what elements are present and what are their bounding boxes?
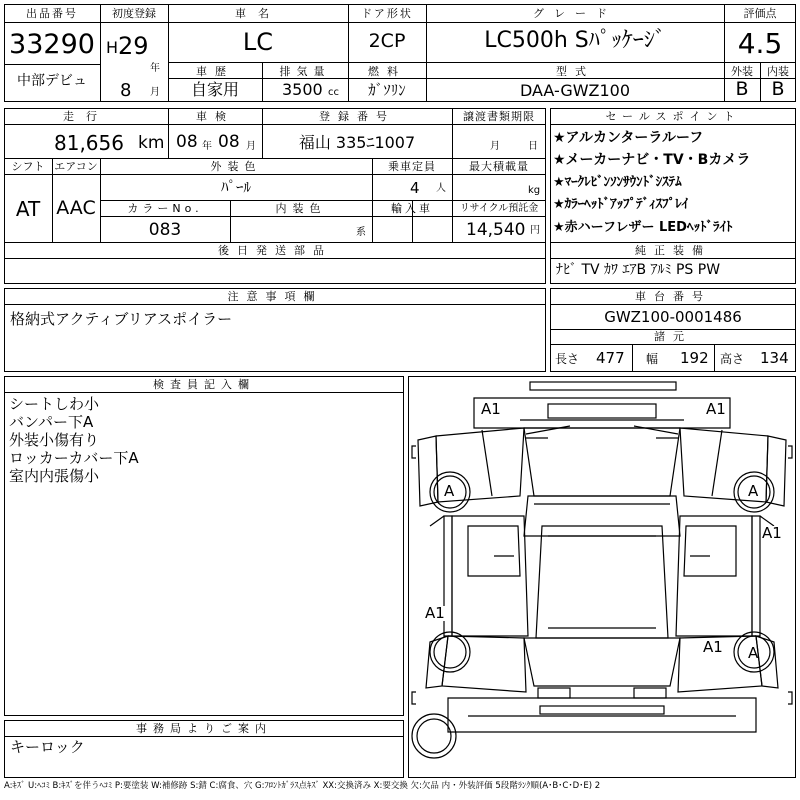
era: H bbox=[106, 38, 119, 57]
color-no: 083 bbox=[148, 220, 182, 240]
chassis-number: GWZ100-0001486 bbox=[604, 308, 742, 326]
first-reg-label: 初度登録 bbox=[112, 7, 156, 20]
damage-mark: A bbox=[748, 482, 759, 500]
doors-label: ドア形状 bbox=[361, 7, 413, 20]
transfer-day-unit: 日 bbox=[528, 141, 538, 152]
doors: 2CP bbox=[368, 30, 406, 52]
registration-label: 登録番号 bbox=[319, 110, 395, 123]
rule bbox=[550, 124, 796, 125]
office-label: 事務局よりご案内 bbox=[136, 722, 272, 735]
damage-mark: A1 bbox=[425, 604, 445, 622]
exterior-grade: B bbox=[735, 78, 749, 100]
registration: 福山 335ﾆ1007 bbox=[298, 133, 416, 152]
rule bbox=[632, 344, 633, 372]
rule bbox=[168, 62, 724, 63]
history: 自家用 bbox=[190, 80, 239, 99]
legend: A:ｷｽﾞ U:ﾍｺﾐ B:ｷｽﾞを伴うﾍｺﾐ P:要塗装 W:補修跡 S:錆 C:腐食、穴 G:ﾌﾛﾝﾄｶﾞﾗｽ点ｷｽﾞ XX:交換済み X:要交換 欠:欠品 内・外装評価 5段階ﾗﾝｸ順(A･B･C･D･E) 2 bbox=[4, 781, 601, 791]
sales-point-item: ★アルカンターラルーフ bbox=[553, 130, 704, 146]
shift-label: シフト bbox=[11, 160, 45, 173]
rule bbox=[4, 736, 404, 737]
year-unit: 年 bbox=[150, 63, 160, 74]
ac: AAC bbox=[56, 197, 96, 219]
recycle-label: リサイクル預託金 bbox=[459, 203, 539, 214]
rule bbox=[4, 392, 404, 393]
fuel: ｶﾞｿﾘﾝ bbox=[368, 81, 406, 99]
inspection-month: 08 bbox=[218, 132, 240, 152]
car-damage-diagram bbox=[408, 376, 796, 778]
sales-point-item: ★メーカーナビ・TV・Bカメラ bbox=[553, 152, 751, 168]
rule bbox=[550, 344, 796, 345]
notes-label: 注意事項欄 bbox=[227, 290, 323, 303]
rule bbox=[4, 64, 100, 65]
sales-point-item: ★ﾏｰｸﾚﾋﾞﾝｿﾝｻｳﾝﾄﾞｼｽﾃﾑ bbox=[553, 175, 682, 190]
inspection-year: 08 bbox=[176, 132, 198, 152]
rule bbox=[168, 78, 724, 79]
width-value: 192 bbox=[680, 349, 709, 367]
inspector-line: バンパー下A bbox=[9, 413, 94, 431]
car-name-label: 車名 bbox=[235, 7, 281, 20]
rule bbox=[4, 158, 546, 159]
damage-mark: A bbox=[748, 644, 759, 662]
rule bbox=[4, 258, 546, 259]
sales-point-item: ★ｶﾗｰﾍｯﾄﾞｱｯﾌﾟﾃﾞｨｽﾌﾟﾚｲ bbox=[553, 197, 689, 212]
inspector-label: 検査員記入欄 bbox=[153, 378, 255, 391]
capacity-label: 乗車定員 bbox=[388, 160, 436, 173]
mileage: 81,656 bbox=[54, 131, 124, 155]
rule bbox=[100, 200, 546, 201]
capacity-unit: 人 bbox=[436, 183, 446, 194]
length-value: 477 bbox=[596, 349, 625, 367]
equipment-label: 純正装備 bbox=[635, 244, 711, 257]
inspector-line: シートしわ小 bbox=[9, 395, 100, 413]
inspector-line: ロッカーカバー下A bbox=[9, 449, 139, 467]
rule bbox=[550, 258, 796, 259]
ext-color-label: 外装色 bbox=[210, 160, 262, 173]
width-label: 幅 bbox=[646, 352, 659, 366]
dims-label: 諸元 bbox=[654, 330, 692, 343]
history-label: 車歴 bbox=[196, 65, 234, 78]
damage-mark: A1 bbox=[703, 638, 723, 656]
office-text: キーロック bbox=[10, 738, 85, 756]
capacity: 4 bbox=[410, 179, 420, 197]
max-load-label: 最大積載量 bbox=[469, 160, 529, 173]
grade-label: グレード bbox=[533, 7, 617, 20]
rule bbox=[550, 304, 796, 305]
transfer-month-unit: 月 bbox=[490, 141, 500, 152]
inspection-year-unit: 年 bbox=[202, 141, 212, 152]
rule bbox=[4, 124, 546, 125]
rule bbox=[100, 22, 724, 23]
mileage-unit: km bbox=[138, 133, 165, 153]
damage-mark: A1 bbox=[706, 400, 726, 418]
sales-point-item: ★赤ハーフレザー LEDﾍｯﾄﾞﾗｲﾄ bbox=[553, 220, 733, 235]
lot-number: 33290 bbox=[9, 29, 95, 60]
grade: LC500h Sﾊﾟｯｹｰｼﾞ bbox=[484, 28, 666, 53]
damage-mark: A1 bbox=[762, 524, 782, 542]
ext-color: ﾊﾟｰﾙ bbox=[220, 178, 251, 196]
recycle-unit: 円 bbox=[530, 225, 540, 236]
rule bbox=[100, 216, 546, 217]
model-label: 型式 bbox=[556, 65, 594, 78]
exterior-grade-label: 外装 bbox=[731, 65, 753, 78]
interior-grade: B bbox=[771, 78, 785, 100]
debut-label: 中部デビュ bbox=[17, 73, 87, 89]
car-name: LC bbox=[242, 28, 274, 56]
first-reg-year: 29 bbox=[118, 32, 149, 60]
chassis-label: 車台番号 bbox=[635, 290, 711, 303]
recycle-amount: 14,540 bbox=[466, 220, 526, 240]
height-value: 134 bbox=[760, 349, 789, 367]
sales-points-label: セールスポイント bbox=[605, 110, 741, 123]
fuel-label: 燃料 bbox=[368, 65, 406, 78]
rule bbox=[4, 174, 546, 175]
inspection-month-unit: 月 bbox=[246, 141, 256, 152]
int-color-label: 内装色 bbox=[275, 202, 327, 215]
first-reg-month: 8 bbox=[120, 80, 132, 101]
rule bbox=[724, 22, 796, 23]
inspection-label: 車検 bbox=[196, 110, 234, 123]
score: 4.5 bbox=[737, 27, 783, 60]
interior-grade-label: 内装 bbox=[767, 65, 789, 78]
length-label: 長さ bbox=[555, 352, 580, 366]
mileage-label: 走行 bbox=[63, 110, 109, 123]
month-unit: 月 bbox=[150, 87, 160, 98]
deferred-parts-label: 後日発送部品 bbox=[218, 244, 332, 257]
max-load-unit: kg bbox=[528, 185, 541, 196]
color-no-label: カラーNo. bbox=[127, 202, 203, 215]
model: DAA-GWZ100 bbox=[519, 81, 631, 100]
equipment-items: ﾅﾋﾞ TV ｶﾜ ｴｱB ｱﾙﾐ PS PW bbox=[556, 262, 721, 278]
displacement-unit: cc bbox=[328, 87, 339, 98]
damage-mark: A1 bbox=[481, 400, 501, 418]
ac-label: エアコン bbox=[54, 160, 98, 173]
lot-number-label: 出品番号 bbox=[26, 7, 78, 20]
int-color-unit: 系 bbox=[356, 227, 366, 238]
import-label: 輸入車 bbox=[391, 202, 433, 215]
inspector-line: 外装小傷有り bbox=[9, 431, 100, 449]
inspector-line: 室内内張傷小 bbox=[9, 467, 100, 485]
displacement: 3500 bbox=[282, 80, 323, 99]
shift: AT bbox=[15, 197, 41, 221]
height-label: 高さ bbox=[720, 352, 745, 366]
displacement-label: 排気量 bbox=[279, 65, 331, 78]
rule bbox=[4, 242, 546, 243]
damage-mark: A bbox=[444, 482, 455, 500]
score-label: 評価点 bbox=[743, 7, 777, 20]
rule bbox=[4, 304, 546, 305]
rule bbox=[550, 242, 796, 243]
rule bbox=[4, 22, 100, 23]
notes-text: 格納式アクティブリアスポイラー bbox=[10, 310, 233, 328]
rule bbox=[714, 344, 715, 372]
transfer-label: 譲渡書類期限 bbox=[463, 110, 535, 123]
